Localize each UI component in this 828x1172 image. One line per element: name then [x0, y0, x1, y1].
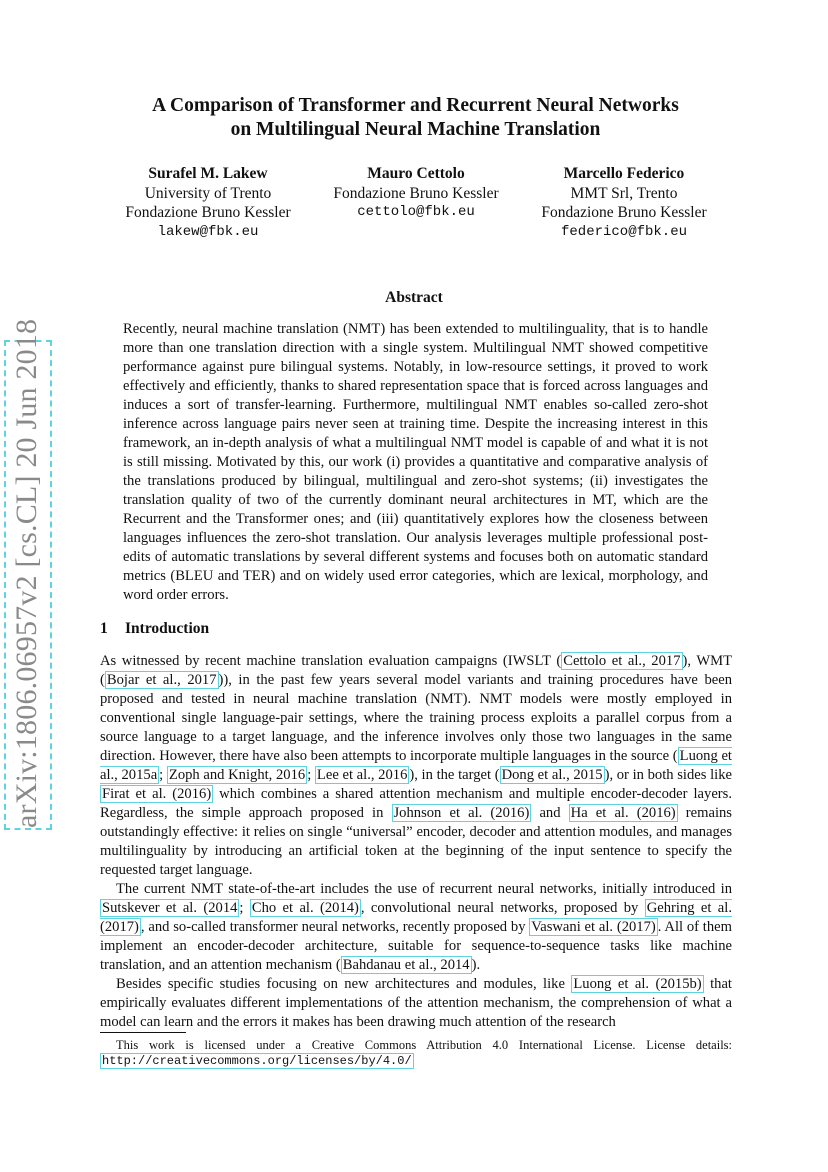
intro-paragraph-2	[100, 880, 732, 975]
text-run: . All of them implement an encoder-decoder architecture, suitable for sequence-to-sequence tasks like machine translation, and an attention mechanism (	[100, 919, 732, 973]
author-email: federico@fbk.eu	[560, 223, 688, 240]
citation-link[interactable]: Lee et al., 2016	[316, 767, 408, 783]
citation-link[interactable]: Ha et al. (2016)	[570, 805, 676, 821]
citation-link[interactable]: Vaswani et al. (2017)	[531, 919, 656, 935]
citation-link[interactable]: Dong et al., 2015	[501, 767, 603, 783]
intro-paragraph-1	[100, 652, 732, 880]
author-name: Mauro Cettolo	[367, 165, 465, 182]
section-heading	[100, 620, 209, 638]
citation-link[interactable]: Johnson et al. (2016)	[393, 805, 530, 821]
citation-link[interactable]: Bahdanau et al., 2014	[342, 957, 470, 973]
text-run: , convolutional neural networks, proposed by	[360, 900, 645, 916]
text-run: ), or in both sides like	[604, 767, 732, 783]
abstract-text: Recently, neural machine translation (NMT) has been extended to multilinguality, that is to handle more than one translation direction with a single system. Multilingual NMT showed competitive performance against pure bilingual systems. Notably, in low-resource settings, it proved to work effectively and efficiently, thanks to shared representation space that is forced across languages and induces a sort of transfer-learning. Furthermore, multilingual NMT enables so-called zero-shot inference across language pairs never seen at training time. Despite the increasing interest in this framework, an in-depth analysis of what a multilingual NMT model is capable of and what it is not is still missing. Motivated by this, our work (i) provides a quantitative and comparative analysis of the translations produced by bilingual, multilingual and zero-shot systems; (ii) investigates the translation quality of two of the currently dominant neural architectures in MT, which are the Recurrent and the Transformer ones; and (iii) quantitatively explores how the closeness between languages influences the zero-shot translation. Our analysis leverages multiple professional post-edits of automatic translations by several different systems and focuses both on automatic standard metrics (BLEU and TER) and on widely used error categories, which are lexical, morphology, and word order errors.	[123, 321, 708, 603]
abstract-heading: Abstract	[385, 289, 443, 306]
citation-link[interactable]: Bojar et al., 2017	[106, 672, 217, 688]
footnote-rule	[100, 1032, 186, 1033]
text-run: Besides specific studies focusing on new architectures and modules, like	[116, 976, 572, 992]
footnote-text: This work is licensed under a Creative Commons Attribution 4.0 International License. License details:	[116, 1038, 732, 1052]
text-run: that empirically evaluates different implementations of the attention mechanism, the comprehension of what a model can learn and the errors it makes has been drawing much attention of the research	[100, 976, 732, 1030]
author-affiliation: Fondazione Bruno Kessler	[541, 204, 707, 221]
citation-link[interactable]: Cettolo et al., 2017	[563, 653, 681, 669]
text-run: , and so-called transformer neural networks, recently proposed by	[140, 919, 530, 935]
author-affiliation: Fondazione Bruno Kessler	[333, 184, 499, 202]
author-affiliation: MMT Srl, Trento	[570, 184, 678, 202]
author-3	[524, 164, 724, 242]
author-name: Marcello Federico	[563, 165, 685, 182]
text-run: As witnessed by recent machine translation evaluation campaigns (IWSLT (	[100, 653, 562, 669]
license-footnote	[100, 1038, 732, 1069]
citation-link[interactable]: Sutskever et al. (2014	[102, 900, 238, 916]
introduction-body	[100, 652, 732, 1032]
citation-link[interactable]: Zoph and Knight, 2016	[168, 767, 306, 783]
text-run: remains outstandingly effective: it relies on single “universal” encoder, decoder and attention modules, and manages multilinguality by introducing an artificial token at the beginning of the input sentence to specify the requested target language.	[100, 805, 732, 878]
text-run: ;	[159, 767, 167, 783]
paper-title	[100, 94, 731, 142]
text-run: ).	[471, 957, 481, 973]
text-run: ;	[239, 900, 250, 916]
author-email: cettolo@fbk.eu	[357, 204, 475, 220]
arxiv-identifier[interactable]: arXiv:1806.06957v2 [cs.CL] 20 Jun 2018	[10, 318, 43, 828]
text-run: ;	[307, 767, 315, 783]
text-run: The current NMT state-of-the-art includes the use of recurrent neural networks, initially introduced in	[116, 881, 732, 897]
section-title: Introduction	[125, 620, 210, 637]
license-url-link[interactable]: http://creativecommons.org/licenses/by/4.0/	[102, 1054, 412, 1068]
author-2	[318, 164, 514, 223]
footnote-body	[100, 1038, 732, 1069]
title-line-1: A Comparison of Transformer and Recurrent Neural Networks	[152, 95, 679, 116]
text-run: ), in the target (	[409, 767, 500, 783]
author-affiliation: University of Trento	[144, 184, 272, 202]
section-number: 1	[100, 620, 108, 637]
citation-link[interactable]: Firat et al. (2016)	[102, 786, 212, 802]
author-email: lakew@fbk.eu	[157, 223, 259, 240]
text-run: which combines a shared attention mechanism and multiple encoder-decoder layers. Regardless, the simple approach proposed in	[100, 786, 732, 821]
citation-link[interactable]: Luong et al. (2015b)	[573, 976, 702, 992]
author-affiliation: Fondazione Bruno Kessler	[125, 204, 291, 221]
citation-link[interactable]: Luong et al., 2015a	[100, 748, 732, 783]
text-run: ), WMT (	[100, 653, 732, 688]
author-name: Surafel M. Lakew	[148, 165, 268, 182]
text-run: )), in the past few years several model variants and training procedures have been proposed and tested in neural machine translation (NMT). NMT models were mostly employed in conventional single language-pair settings, where the training process exploits a parallel corpus from a source language to a target language, and the inference involves only those two languages in the same direction. However, there have also been attempts to incorporate multiple languages in the source (	[100, 672, 733, 764]
citation-link[interactable]: Cho et al. (2014)	[251, 900, 359, 916]
citation-link[interactable]: Gehring et al. (2017)	[100, 900, 732, 935]
text-run: and	[531, 805, 569, 821]
title-line-2: on Multilingual Neural Machine Translation	[230, 119, 601, 140]
intro-paragraph-3	[100, 975, 732, 1032]
author-1	[108, 164, 308, 242]
